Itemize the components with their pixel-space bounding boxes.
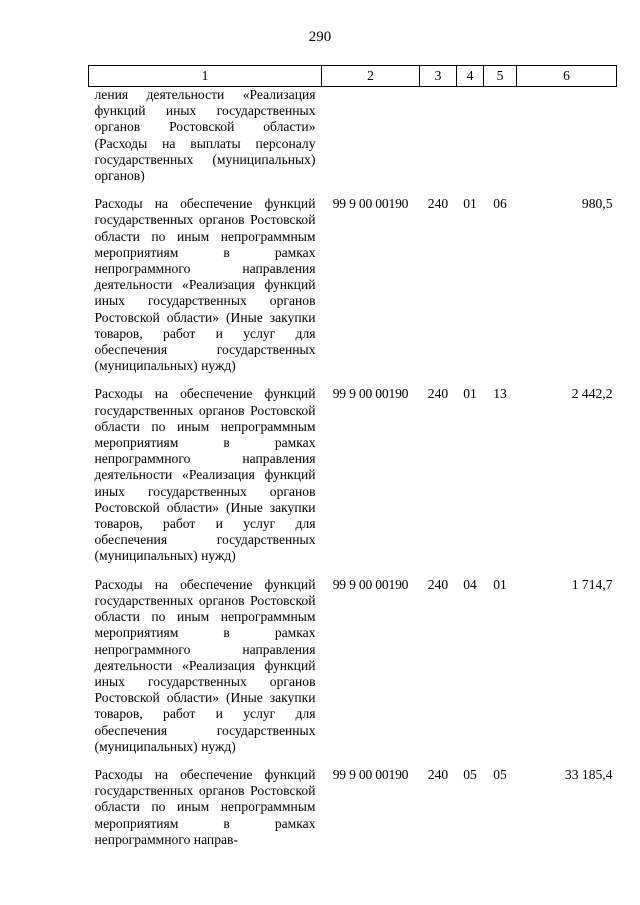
row-description: ления деятельности «Реализация функций иных государственных органов Ростовской области» (Расходы на выплаты персоналу государственных (муниципальных) органов)	[94, 87, 316, 184]
row-description: Расходы на обеспечение функций государственных органов Ростовской области по иным непрограммным мероприятиям в рамках непрограммного направления деятельности «Реализация функций иных государственных органов Ростовской области» (Иные закупки товаров, работ и услуг для обеспечения государственных (муниципальных) нужд)	[94, 196, 316, 374]
row-section	[457, 87, 484, 197]
row-target-code: 99 9 00 00190	[332, 576, 409, 592]
row-subsection: 05	[493, 766, 507, 782]
row-subsection: 01	[493, 576, 507, 592]
row-expense-type: 240	[427, 576, 449, 592]
row-expense-type	[420, 87, 457, 197]
row-target-code: 99 9 00 00190	[332, 766, 409, 782]
table-row	[89, 196, 617, 386]
row-description: Расходы на обеспечение функций государственных органов Ростовской области по иным непрограммным мероприятиям в рамках непрограммного направ-	[94, 766, 316, 847]
row-amount: 980,5	[581, 196, 613, 212]
table-body	[89, 87, 617, 860]
header-col-1: 1	[89, 66, 322, 87]
row-section: 01	[463, 196, 477, 212]
budget-table	[88, 65, 617, 860]
header-col-2: 2	[322, 66, 420, 87]
row-amount: 2 442,2	[571, 386, 613, 402]
row-amount	[517, 87, 617, 197]
header-col-3: 3	[420, 66, 457, 87]
row-subsection: 06	[493, 196, 507, 212]
header-col-4: 4	[457, 66, 484, 87]
row-amount: 33 185,4	[564, 766, 613, 782]
page-number: 290	[308, 29, 332, 45]
header-col-5: 5	[484, 66, 517, 87]
row-description: Расходы на обеспечение функций государственных органов Ростовской области по иным непрограммным мероприятиям в рамках непрограммного направления деятельности «Реализация функций иных государственных органов Ростовской области» (Иные закупки товаров, работ и услуг для обеспечения государственных (муниципальных) нужд)	[94, 576, 316, 754]
row-expense-type: 240	[427, 386, 449, 402]
row-target-code: 99 9 00 00190	[332, 196, 409, 212]
table-row	[89, 87, 617, 197]
header-row	[89, 66, 617, 87]
row-target-code	[322, 87, 420, 197]
row-section: 05	[463, 766, 477, 782]
row-subsection	[484, 87, 517, 197]
row-subsection: 13	[493, 386, 507, 402]
table-row	[89, 577, 617, 767]
row-section: 01	[463, 386, 477, 402]
table-row	[89, 386, 617, 576]
row-target-code: 99 9 00 00190	[332, 386, 409, 402]
table-row	[89, 767, 617, 860]
row-expense-type: 240	[427, 766, 449, 782]
row-description: Расходы на обеспечение функций государственных органов Ростовской области по иным непрограммным мероприятиям в рамках непрограммного направления деятельности «Реализация функций иных государственных органов Ростовской области» (Иные закупки товаров, работ и услуг для обеспечения государственных (муниципальных) нужд)	[94, 386, 316, 564]
table-header	[89, 66, 617, 87]
row-section: 04	[463, 576, 477, 592]
row-amount: 1 714,7	[571, 576, 613, 592]
header-col-6: 6	[517, 66, 617, 87]
row-expense-type: 240	[427, 196, 449, 212]
